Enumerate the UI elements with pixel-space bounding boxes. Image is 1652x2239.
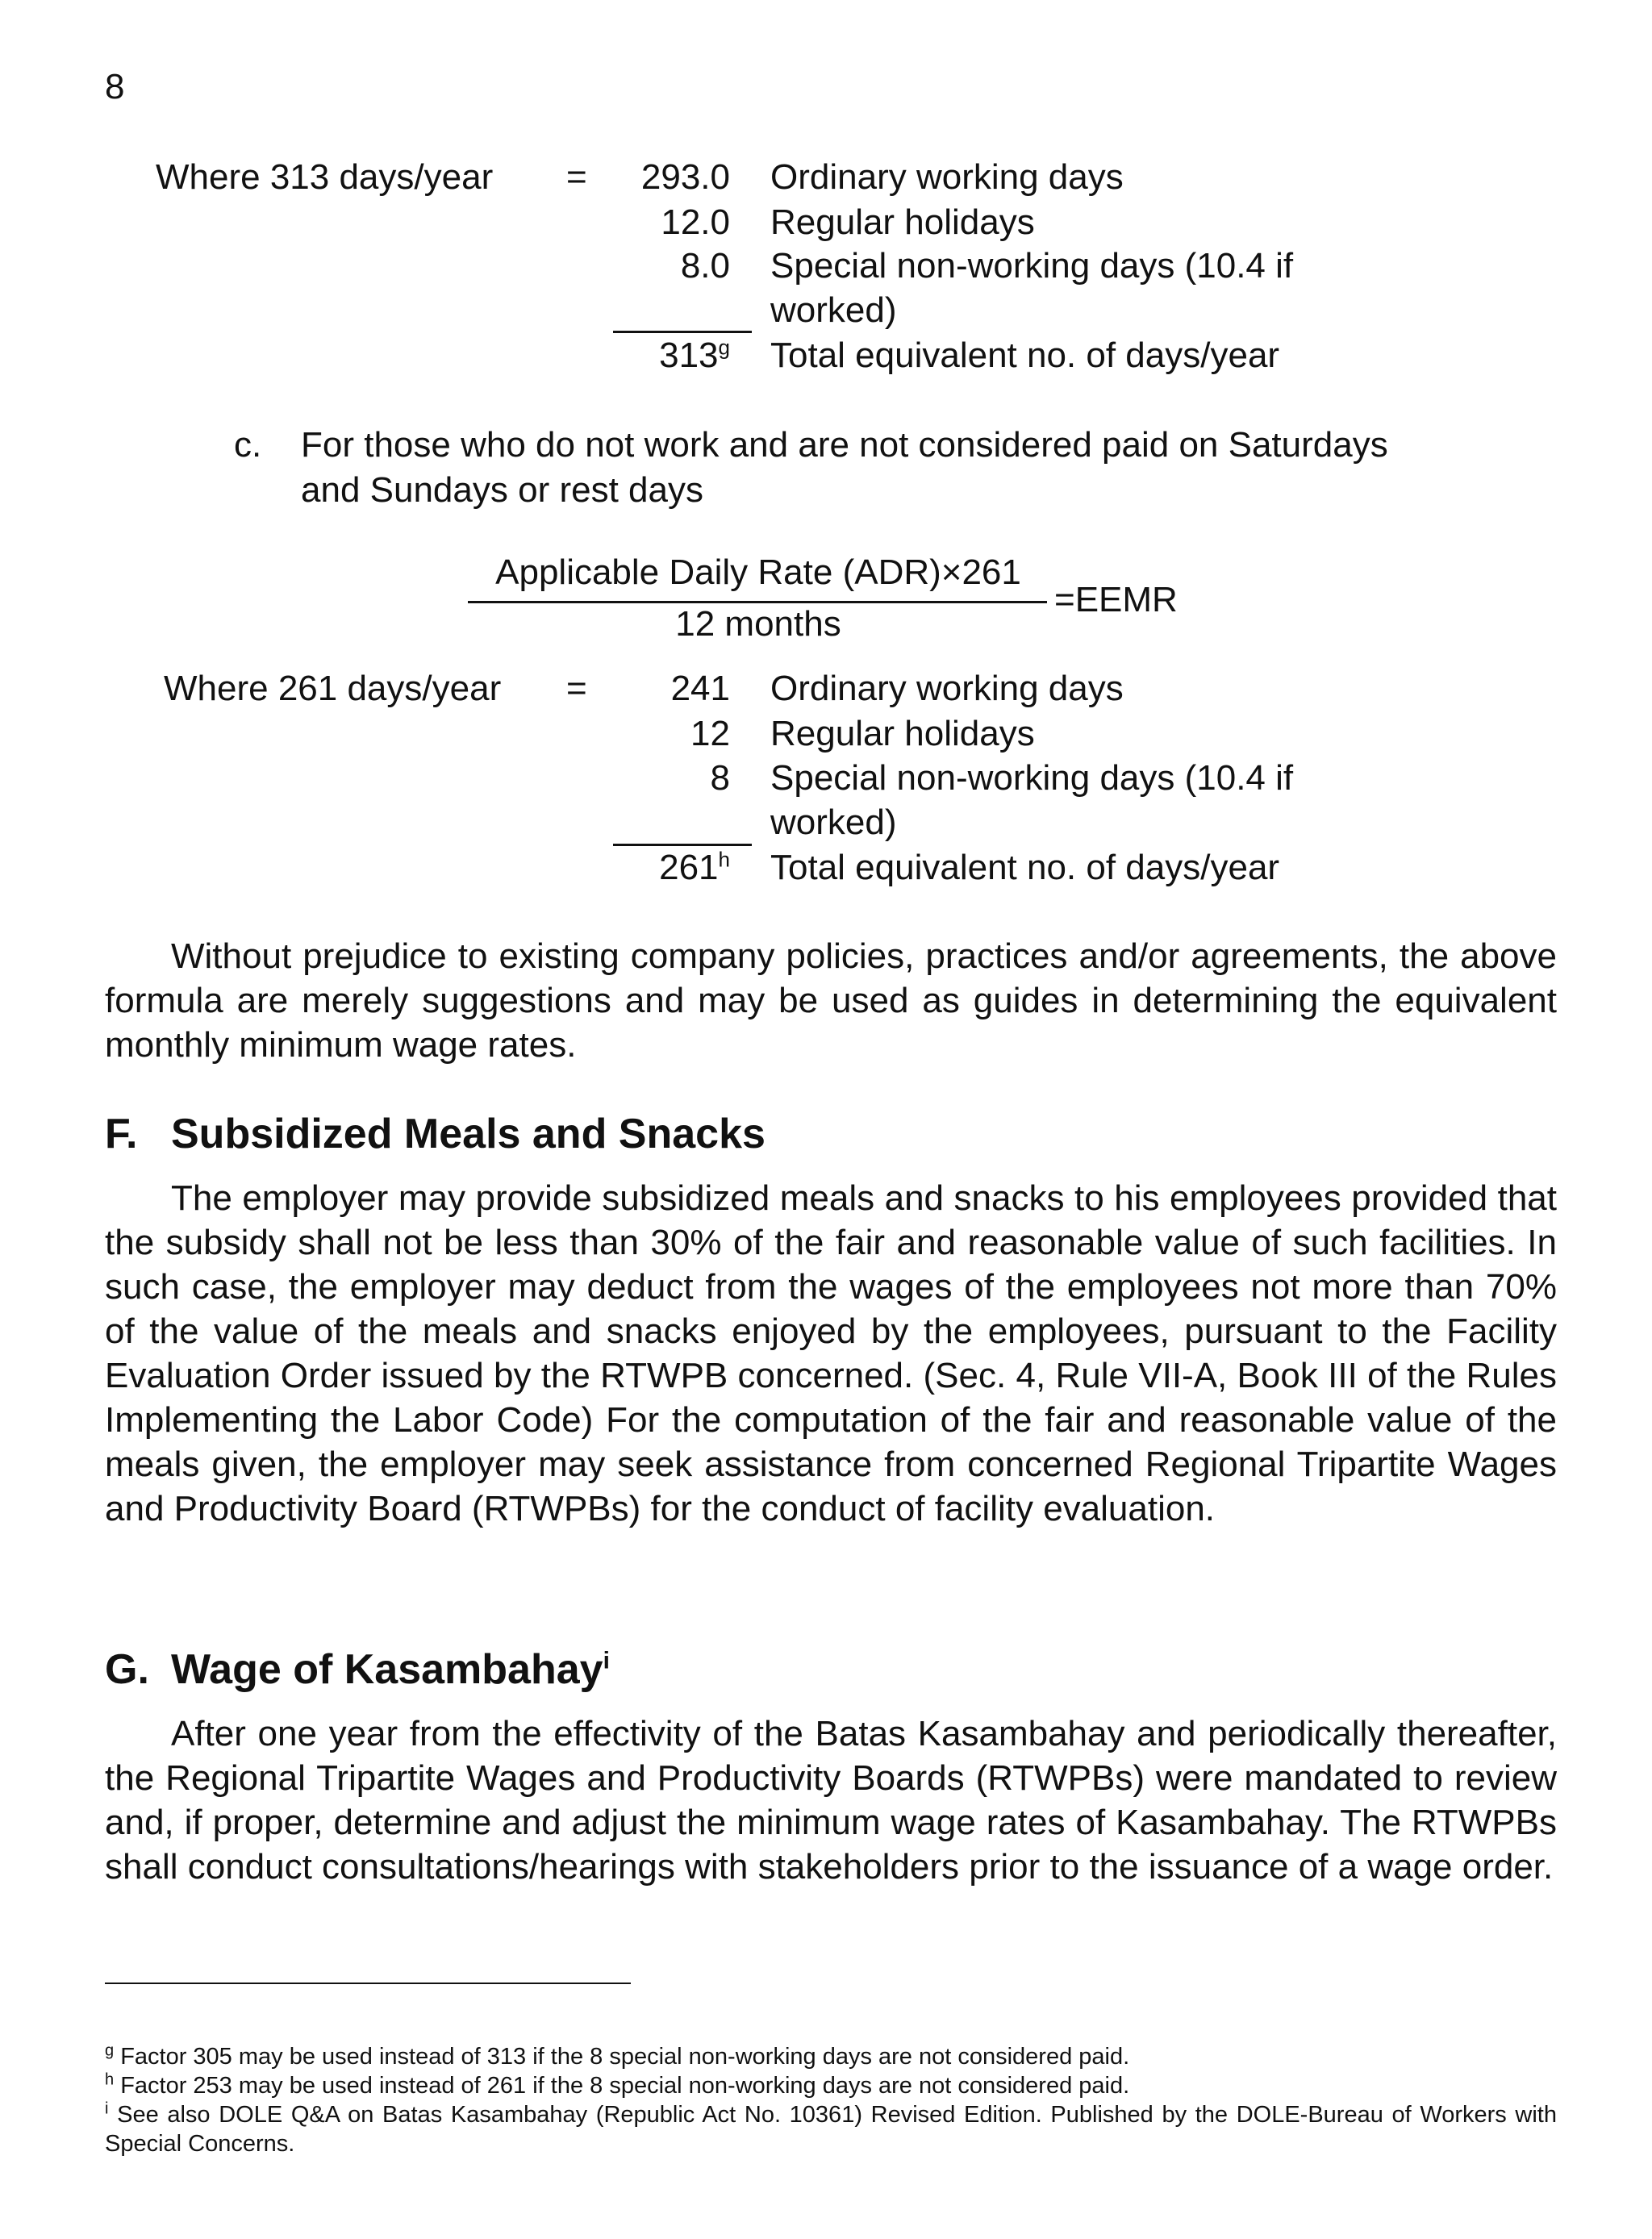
- page-number: 8: [105, 67, 125, 106]
- footnote-mark: g: [105, 2041, 115, 2060]
- section-g-heading: [105, 1644, 610, 1695]
- table-num: 293.0: [640, 157, 730, 197]
- table-num: 241: [670, 669, 730, 708]
- formula-denominator: 12 months: [675, 604, 841, 644]
- table-total-desc: Total equivalent no. of days/year: [770, 848, 1280, 887]
- list-item-text: and Sundays or rest days: [301, 470, 703, 510]
- table-num: 12.0: [661, 202, 730, 242]
- table-total-num: 313$^g$: [659, 335, 730, 375]
- table-desc: Special non-working days (10.4 if: [770, 246, 1294, 286]
- table-label: Where 261 days/year: [164, 669, 502, 708]
- equals-sign: =: [566, 669, 587, 708]
- table-total-num: 261$^h$: [659, 847, 730, 887]
- equals-sign: =: [566, 157, 587, 197]
- formula-numerator: Applicable Daily Rate (ADR)×261: [495, 552, 1021, 592]
- section-letter: G.: [105, 1646, 149, 1693]
- table-desc: Ordinary working days: [770, 157, 1124, 197]
- table-desc: Special non-working days (10.4 if: [770, 758, 1294, 798]
- list-marker-c: c.: [234, 425, 262, 465]
- footnote-separator: [105, 1983, 631, 1984]
- table-desc: Regular holidays: [770, 202, 1035, 242]
- table-desc-continued: worked): [770, 803, 897, 842]
- table-num: 12: [690, 714, 730, 753]
- footnote: $^h$ Factor 253 may be used instead of 261 if the 8 special non-working days are not considered paid.: [105, 2070, 1130, 2099]
- footnote-ref: g: [718, 335, 730, 360]
- paragraph-prejudice: Without prejudice to existing company policies, practices and/or agreements, the above formula are merely suggestions and may be used as guides in determining the equivalent monthly minimum wage rates.: [105, 936, 1557, 1065]
- section-g-body: After one year from the effectivity of the Batas Kasambahay and periodically thereafter, the Regional Tripartite Wages and Productivity Boards (RTWPBs) were mandated to review and, if proper, determine and adjust the minimum wage rates of Kasambahay. The RTWPBs shall conduct consultations/hearings with stakeholders prior to the issuance of a wage order.: [105, 1714, 1557, 1887]
- section-f-body: The employer may provide subsidized meals and snacks to his employees provided that the subsidy shall not be less than 30% of the fair and reasonable value of such facilities. In such case, the employer may deduct from the wages of the employees not more than 70% of the value of the meals and snacks enjoyed by the employees, pursuant to the Facility Evaluation Order issued by the RTWPB concerned. (Sec. 4, Rule VII-A, Book III of the Rules Implementing the Labor Code) For the computation of the fair and reasonable value of the meals given, the employer may seek assistance from concerned Regional Tripartite Wages and Productivity Board (RTWPBs) for the conduct of facility evaluation.: [105, 1178, 1557, 1528]
- table-num: 8: [710, 758, 730, 798]
- section-title: Subsidized Meals and Snacks: [171, 1111, 766, 1157]
- table-desc: Ordinary working days: [770, 669, 1124, 708]
- footnote-ref: h: [718, 847, 730, 872]
- table-desc: Regular holidays: [770, 714, 1035, 753]
- section-f-heading: [105, 1108, 766, 1160]
- footnote: $^i$ See also DOLE Q&A on Batas Kasambahay (Republic Act No. 10361) Revised Edition. Published by the DOLE-Bureau of Workers with Special Concerns.: [105, 2099, 1557, 2157]
- table-label: Where 313 days/year: [156, 157, 494, 197]
- list-item-text: For those who do not work and are not considered paid on Saturdays: [301, 425, 1388, 465]
- section-letter: F.: [105, 1111, 138, 1157]
- footnote-mark: i: [105, 2099, 109, 2118]
- table-num: 8.0: [680, 246, 730, 286]
- footnote: $^g$ Factor 305 may be used instead of 313 if the 8 special non-working days are not considered paid.: [105, 2041, 1130, 2070]
- table-desc-continued: worked): [770, 290, 897, 330]
- footnote-mark: h: [105, 2070, 115, 2089]
- formula-result: =EEMR: [1054, 580, 1178, 619]
- section-title: Wage of Kasambahay: [171, 1646, 603, 1693]
- footnote-ref: i: [603, 1647, 610, 1674]
- table-total-desc: Total equivalent no. of days/year: [770, 336, 1280, 375]
